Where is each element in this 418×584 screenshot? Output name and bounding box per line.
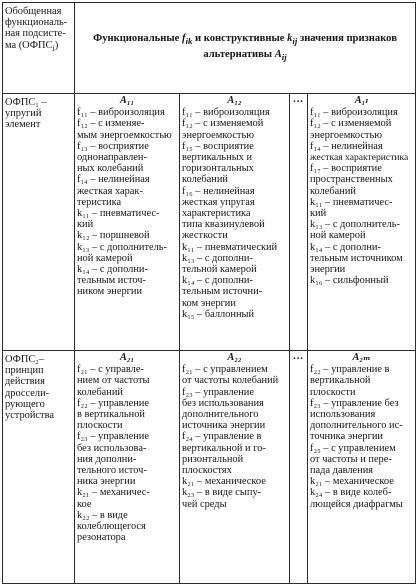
ellipsis-cell bbox=[290, 351, 308, 584]
alternative-title: A₁₁ bbox=[119, 95, 135, 106]
alternative-cell: A₁₁ f₁₁ – виброизоляция f₁₂ – с изменяе- мым энергоемкостью f₁₃ – восприятие однонаправлен- ных колебаний f₁₄ – нелинейная жесткая харак- теристика k₁₁ – пневматичес- кий k₁₂ – поршневой k₁₃ – с дополнитель- ной камерой k₁₄ – с дополни- тельным источ- ником энергии bbox=[75, 94, 180, 351]
header-left-line: функциональ- bbox=[5, 17, 68, 29]
header-left-line: ма $(ОФПС_i)$ bbox=[5, 39, 59, 53]
header-main-line-2: альтернативы $A_{ij}$ bbox=[203, 49, 287, 63]
subsystem-cell: ОФПС₂– принцип действия дроссели- рующего устройства bbox=[3, 351, 75, 584]
alternative-cell: A₂ₘ f₂₂ – управление в вертикальной плоскости f₂₃ – управление без использования дополнительного ис- точника энергии f₂₅ – с управлением от частоты и пере- пада давления k₂₁ – механическое k₂₄ – в виде колеб- лющейся диафрагмы bbox=[308, 351, 416, 584]
header-main-line-1: Функциональные $f_{ik}$ и конструктивные $k_{ij}$ значения признаков bbox=[93, 32, 397, 46]
alternative-title: A₁₂ bbox=[227, 95, 242, 106]
header-row bbox=[3, 3, 416, 94]
alternatives-table bbox=[2, 2, 416, 584]
values-column-header bbox=[75, 3, 416, 94]
alternative-title: A₂₁ bbox=[119, 352, 135, 363]
header-left-line: ная подсисте- bbox=[5, 28, 66, 40]
alternative-title: A₂ₘ bbox=[352, 352, 371, 363]
alternative-cell: A₁₂ f₁₁ – виброизоляция f₁₂ – с изменяемой энергоемкостью f₁₅ – восприятие вертикальных и горизонтальных колебаний f₁₆ – нелинейная жесткая упругая характеристика типа квазинулевой жесткости k₁₁ – пневматический k₁₃ – с дополни- тельной камерой k₁₄ – с дополни- тельным источни- ком энергии k₁₅ – баллонный bbox=[180, 94, 290, 351]
alternative-cell: A₂₂ f₂₁ – с управлением от частоты колебаний f₂₃ – управление без использования дополнительного источника энергии f₂₄ – управление в вертикальной и го- ризонтальной плоскостях k₂₁ – механическое k₂₃ – в виде сыпу- чей среды bbox=[180, 351, 290, 584]
ellipsis: ... bbox=[293, 351, 304, 362]
header-left-line: Обобщенная bbox=[5, 6, 62, 17]
ellipsis: ... bbox=[293, 94, 304, 105]
alternative-title: A₂₂ bbox=[227, 352, 242, 363]
alternative-cell: A₂₁ f₂₁ – с управле- нием от частоты колебаний f₂₂ – управление в вертикальной плоскости f₂₃ – управление без использова- ния дополни- тельного источ- ника энергии k₂₁ – механичес- кое k₂₂ – в виде колеблющегося резонатора bbox=[75, 351, 180, 584]
table-row bbox=[3, 351, 416, 584]
subsystem-column-header bbox=[3, 3, 75, 94]
alternative-cell: A₁ₗ f₁₁ – виброизоляция f₁₂ – с изменяемой энергоемкостью f₁₄ – нелинейная жесткая характеристика f₁₇ – восприятие пространственных колебаний k₁₁ – пневматичес- кий k₁₃ – с дополнитель- ной камерой k₁₄ – с дополни- тельным источником энергии k₁₆ – сильфонный bbox=[308, 94, 416, 351]
subsystem-cell: ОФПС₁ – упругий элемент bbox=[3, 94, 75, 351]
alternative-title: A₁ₗ bbox=[354, 95, 369, 106]
ellipsis-cell bbox=[290, 94, 308, 351]
table-row bbox=[3, 94, 416, 351]
